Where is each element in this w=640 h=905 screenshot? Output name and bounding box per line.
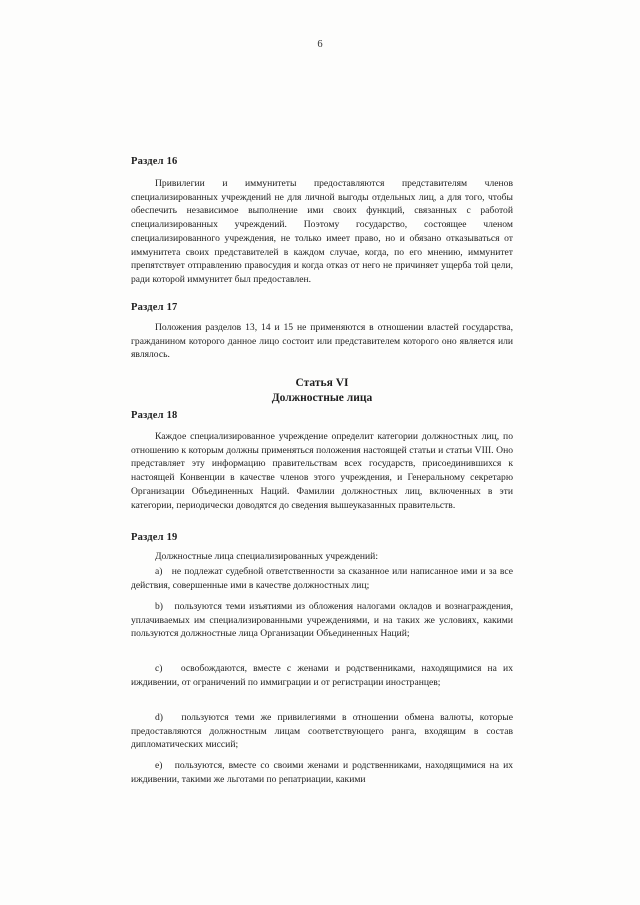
list-item-e: e) пользуются, вместе со своими женами и родственниками, находящимися на их иждивении, такими же льготами по репатриации, какими	[131, 760, 513, 785]
section-18-text: Каждое специализированное учреждение определит категории должностных лиц, по отношению к которым должны применяться положения настоящей статьи и статьи VIII. Оно представляет эту информацию правительствам всех государств, присоединившихся к настоящей Конвенции в качестве членов этого учреждения, и Генеральному секретарю Организации Объединенных Наций. Фамилии должностных лиц, включенных в эти категории, периодически доводятся до сведения вышеуказанных правительств.	[131, 431, 513, 511]
article-title: Статья VI	[295, 377, 349, 389]
list-item-a: a) не подлежат судебной ответственности за сказанное или написанное ими и за все действия, совершенные ими в качестве должностных лиц;	[131, 566, 513, 591]
section-19-heading: Раздел 19	[131, 532, 178, 543]
article-subtitle: Должностные лица	[271, 392, 373, 404]
section-17-heading: Раздел 17	[131, 302, 178, 313]
list-item-b: b) пользуются теми изъятиями из обложения налогами окладов и вознаграждения, уплачиваемых им специализированными учреждениями, и на таких же условиях, какими пользуются должностные лица Организации Объединенных Наций;	[131, 601, 513, 640]
section-16-heading: Раздел 16	[131, 156, 178, 167]
section-18-heading: Раздел 18	[131, 410, 178, 421]
page-number: 6	[317, 39, 323, 50]
list-item-d: d) пользуются теми же привилегиями в отношении обмена валюты, которые предоставляются должностным лицам соответствующего ранга, входящим в состав дипломатических миссий;	[131, 712, 513, 751]
section-16-text: Привилегии и иммунитеты предоставляются представителям членов специализированных учреждений не для личной выгоды отдельных лиц, а для того, чтобы обеспечить независимое выполнение ими своих функций, связанных с работой специализированных учреждений. Поэтому государство, состоящее членом специализированного учреждения, не только имеет право, но и обязано отказываться от иммунитета своих представителей в каждом случае, когда, по его мнению, иммунитет препятствует отправлению правосудия и когда отказ от него не причиняет ущерба той цели, ради которой иммунитет был предоставлен.	[131, 178, 513, 285]
section-17-text: Положения разделов 13, 14 и 15 не применяются в отношении властей государства, гражданином которого данное лицо состоит или представителем которого оно является или являлось.	[131, 322, 513, 361]
section-19-intro: Должностные лица специализированных учреждений:	[155, 551, 378, 562]
list-item-c: c) освобождаются, вместе с женами и родственниками, находящимися на их иждивении, от ограничений по иммиграции и от регистрации иностранцев;	[131, 663, 513, 688]
